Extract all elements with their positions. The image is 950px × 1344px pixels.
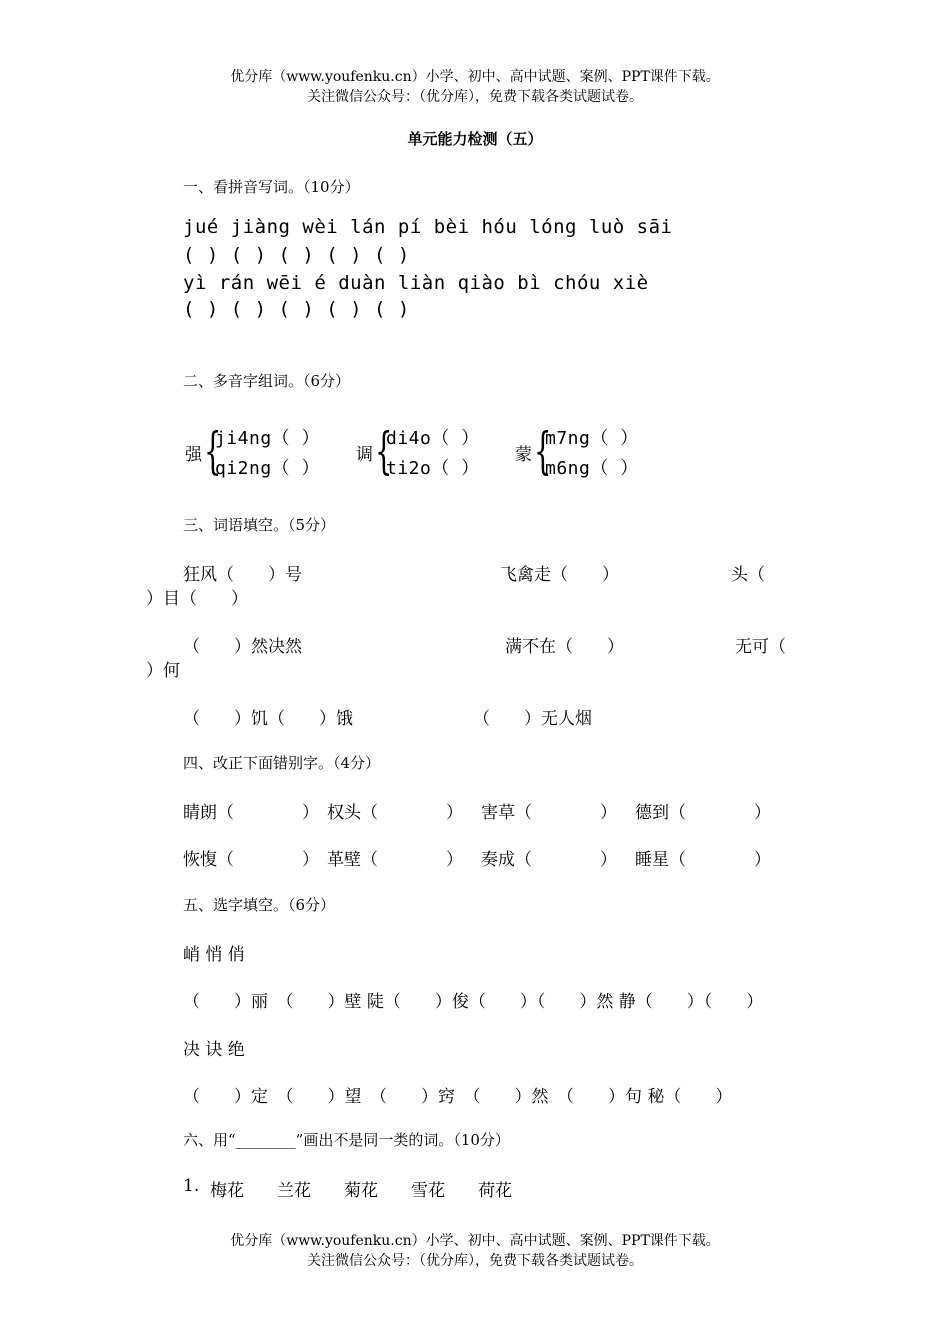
fill-line-1: （ ）丽 （ ）壁 陡（ ）俊（ ）（ ）然 静（ ）（ ） [183,992,764,1012]
footer-line-1: 优分库（www.youfenku.cn）小学、初中、高中试题、案例、PPT课件下载。 [230,1233,720,1249]
brace-icon: { [534,422,552,480]
fill-item: 无可（ [735,637,786,657]
word: 梅花 [210,1181,244,1201]
correction-item: 害草（ ） [481,803,617,823]
fill-item: 满不在（ ） [505,637,624,657]
pinyin-row-2-blanks: ( ) ( ) ( ) ( ) ( ) [183,298,410,320]
fill-line-2: （ ）定 （ ）望 （ ）窍 （ ）然 （ ）句 秘（ ） [183,1087,733,1107]
polyphone-reading-b: m6ng（ ） [545,458,639,479]
brace-icon: { [204,422,222,480]
header-line-2: 关注微信公众号：（优分库），免费下载各类试题试卷。 [307,89,643,105]
fill-item: 狂风（ ）号 [183,565,302,585]
correction-item: 革壁（ ） [327,850,463,870]
section-3-heading: 三、词语填空。（5分） [183,516,336,534]
fill-item: （ ）无人烟 [473,709,592,729]
header-line-1: 优分库（www.youfenku.cn）小学、初中、高中试题、案例、PPT课件下载。 [230,69,720,85]
polyphone-char: 蒙 [515,445,532,465]
section-4-heading: 四、改正下面错别字。（4分） [183,754,381,772]
correction-item: 奏成（ ） [481,850,617,870]
footer-line-2: 关注微信公众号：（优分库），免费下载各类试题试卷。 [307,1253,643,1269]
section-5-heading: 五、选字填空。（6分） [183,896,336,914]
polyphone-reading-a: m7ng（ ） [545,428,639,449]
correction-item: 权头（ ） [327,803,463,823]
section-6-heading: 六、用“________”画出不是同一类的词。（10分） [183,1131,510,1149]
item-number: 1. [183,1176,200,1196]
polyphone-reading-a: ji4ng（ ） [215,428,321,449]
char-choices-2: 决 诀 绝 [183,1040,245,1060]
word: 兰花 [277,1181,311,1201]
word: 菊花 [344,1181,378,1201]
polyphone-char: 强 [185,445,202,465]
section-2-heading: 二、多音字组词。（6分） [183,372,351,390]
polyphone-reading-b: ti2o（ ） [386,458,480,479]
fill-item: ）何 [146,661,180,681]
pinyin-row-1-blanks: ( ) ( ) ( ) ( ) ( ) [183,244,410,266]
pinyin-row-2: yì rán wēi é duàn liàn qiào bì chóu xiè [183,272,649,294]
fill-item: ）目（ ） [146,589,248,609]
fill-item: 头（ [731,565,765,585]
pinyin-row-1: jué jiàng wèi lán pí bèi hóu lóng luò sāi [183,216,673,238]
correction-item: 恢愎（ ） [183,850,319,870]
polyphone-reading-b: qi2ng（ ） [215,458,321,479]
polyphone-char: 调 [356,445,373,465]
fill-item: （ ）然决然 [183,637,302,657]
word: 雪花 [411,1181,445,1201]
word: 荷花 [478,1181,512,1201]
correction-item: 睛朗（ ） [183,803,319,823]
correction-item: 睡星（ ） [635,850,771,870]
char-choices-1: 峭 悄 俏 [183,945,245,965]
correction-item: 德到（ ） [635,803,771,823]
brace-icon: { [375,422,393,480]
fill-item: （ ）饥（ ）饿 [183,709,353,729]
polyphone-reading-a: di4o（ ） [386,428,480,449]
fill-item: 飞禽走（ ） [500,565,619,585]
section-1-heading: 一、看拼音写词。（10分） [183,178,360,196]
page-title: 单元能力检测（五） [407,130,543,148]
